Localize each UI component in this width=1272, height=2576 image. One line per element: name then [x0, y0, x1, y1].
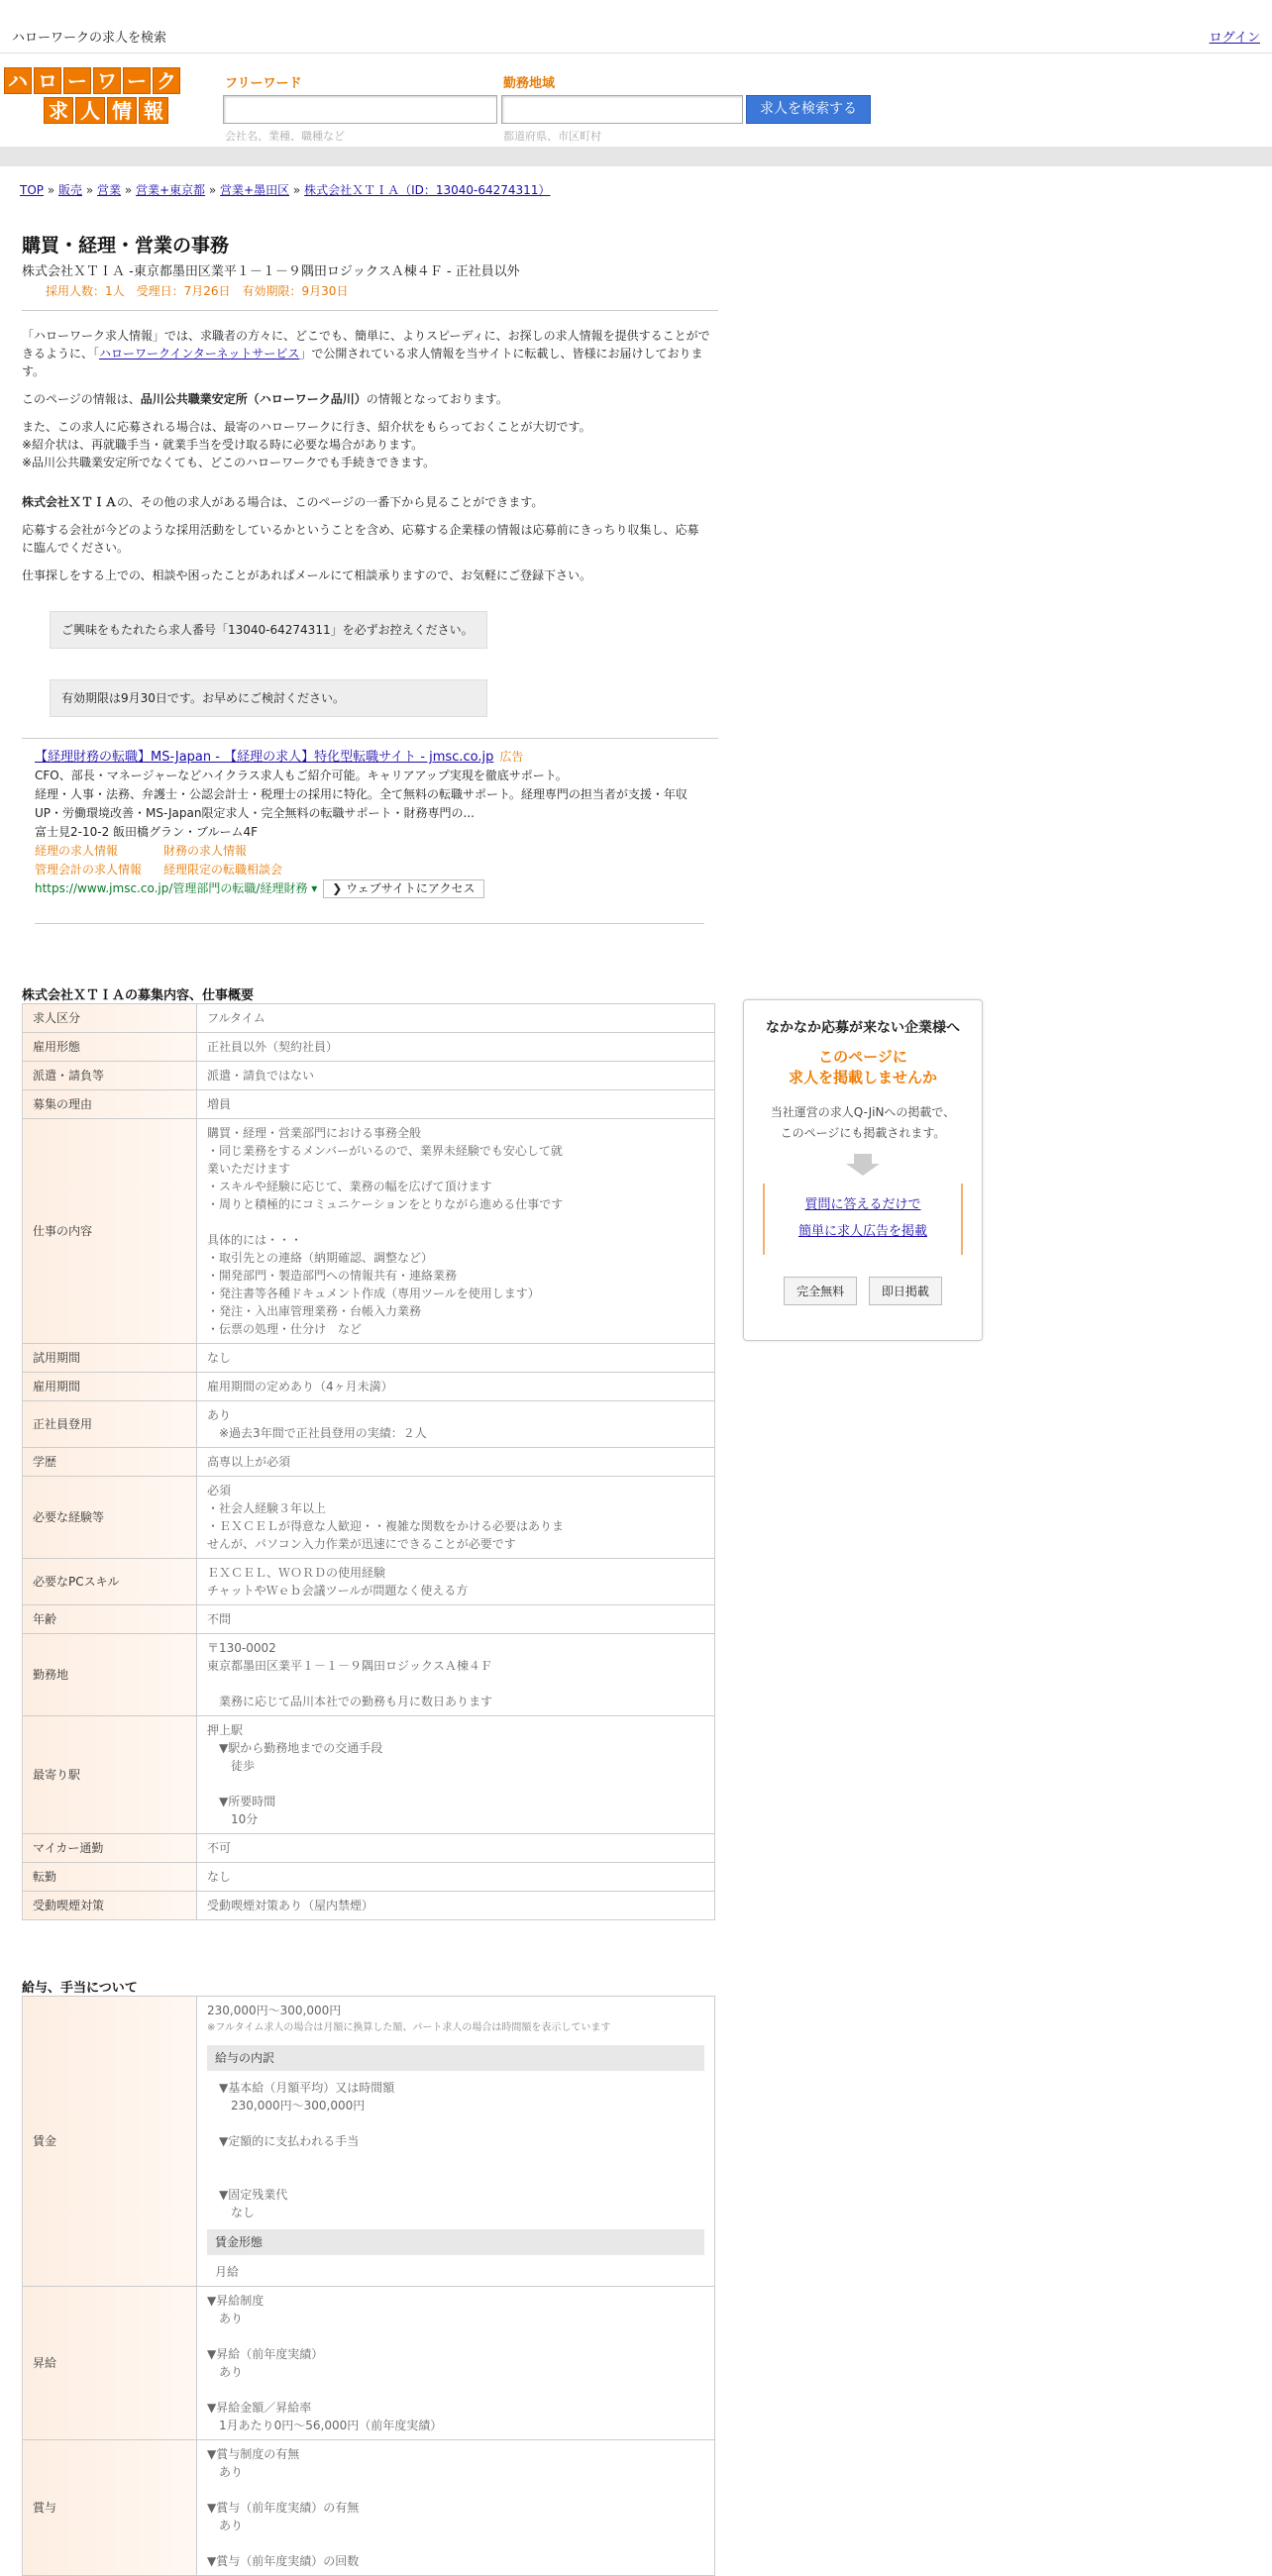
breadcrumb-separator: » — [289, 183, 305, 197]
row-value: あり ※過去3年間で正社員登用の実績：２人 — [197, 1401, 715, 1448]
table-row — [23, 1634, 715, 1716]
overview-title: 株式会社ＸＴＩＡの募集内容、仕事概要 — [22, 988, 255, 1003]
advertise-box — [743, 999, 983, 1341]
notice-job-number: ご興味をもたれたら求人番号「13040-64274311」を必ずお控えください。 — [50, 611, 487, 649]
row-key: 雇用形態 — [23, 1033, 197, 1062]
row-value: ▼昇給制度 あり ▼昇給（前年度実績） あり ▼昇給金額／昇給率 1月あたり0円〜56,000円（前年度実績） — [197, 2287, 715, 2440]
table-row — [23, 2287, 715, 2440]
table-row — [23, 1834, 715, 1863]
table-row — [23, 1401, 715, 1448]
breadcrumb — [20, 181, 550, 198]
row-key: 年齢 — [23, 1605, 197, 1634]
breadcrumb-link[interactable]: 営業+墨田区 — [220, 183, 290, 197]
row-value — [197, 1997, 715, 2287]
intro-text — [22, 327, 710, 594]
site-logo[interactable] — [4, 67, 178, 127]
logo-char: 人 — [75, 97, 105, 124]
breadcrumb-separator: » — [44, 183, 58, 197]
advertise-links — [763, 1184, 963, 1255]
table-row — [23, 1119, 715, 1344]
table-row — [23, 1373, 715, 1401]
table-row — [23, 1033, 715, 1062]
intro-p5: 応募する会社が今どのような採用活動をしているかということを含め、応募する企業様の情報は応募前にきっちり収集し、応募に臨んでください。 — [22, 523, 699, 555]
row-key: 雇用期間 — [23, 1373, 197, 1401]
breadcrumb-separator: » — [121, 183, 136, 197]
logo-char: 求 — [44, 97, 73, 124]
table-row — [23, 1863, 715, 1892]
wage-form-heading: 賃金形態 — [207, 2229, 704, 2255]
salary-title: 給与、手当について — [22, 1981, 138, 1996]
salary-table — [22, 1996, 715, 2576]
logo-char: ロ — [34, 67, 61, 94]
wage-note: ※フルタイム求人の場合は月額に換算した額、パート求人の場合は時間額を表示しています — [207, 2022, 611, 2033]
row-value: 購買・経理・営業部門における事務全般 ・同じ業務をするメンバーがいるので、業界未経験でも安心して就 業いただけます ・スキルや経験に応じて、業務の幅を広げて頂けます ・周りと積極的にコミュニケーションをとりながら進める仕事です 具体的には・・・ ・取引先との連絡（納期確認、調整など） ・開発部門・製造部門への情報共有・連絡業務 ・発注書等各種ドキュメント作成（専用ツールを使用します） ・発注・入出庫管理業務・台帳入力業務 ・伝票の処理・仕分け など — [197, 1119, 715, 1344]
table-row — [23, 1605, 715, 1634]
row-key: 受動喫煙対策 — [23, 1892, 197, 1920]
ad-desc2: 経理・人事・法務、弁護士・公認会計士・税理士の採用に特化。全て無料の転職サポート。経理専門の担当者が支援・年収UP・労働環境改善・MS-Japan限定求人・完全無料の転職サポート・財務専門の... — [35, 787, 688, 820]
ad-url-dropdown-icon[interactable]: ▾ — [307, 881, 318, 895]
row-value: 〒130-0002 東京都墨田区業平１－１－９隅田ロジックスＡ棟４Ｆ 業務に応じて品川本社での勤務も月に数日あります — [197, 1634, 715, 1716]
area-label: 勤務地域 — [503, 76, 556, 91]
page-title: 購買・経理・営業の事務 — [22, 235, 230, 257]
arrow-down-icon — [846, 1154, 880, 1176]
table-row — [23, 1344, 715, 1373]
hellowork-internet-link[interactable]: ハローワークインターネットサービス — [99, 347, 300, 361]
logo-char: ワ — [93, 67, 121, 94]
logo-char: 報 — [139, 97, 168, 124]
area-hint: 都道府県、市区町村 — [503, 130, 601, 143]
table-row — [23, 1448, 715, 1477]
row-key: 試用期間 — [23, 1344, 197, 1373]
row-value: 派遣・請負ではない — [197, 1062, 715, 1090]
row-value: 増員 — [197, 1090, 715, 1119]
row-key: 求人区分 — [23, 1004, 197, 1033]
ad-desc1: CFO、部長・マネージャーなどハイクラス求人もご紹介可能。キャリアアップ実現を徹底サポート。 — [35, 769, 568, 782]
ad-url[interactable]: https://www.jmsc.co.jp/管理部門の転職/経理財務 — [35, 881, 308, 895]
login-link[interactable]: ログイン — [1209, 31, 1260, 46]
ad-headline[interactable]: 【経理財務の転職】MS-Japan - 【経理の求人】特化型転職サイト - jmsc.co.jp — [35, 750, 494, 765]
divider — [35, 923, 704, 924]
advertise-headline: このページに 求人を掲載しませんか — [788, 1048, 937, 1086]
freeword-label: フリーワード — [225, 76, 302, 91]
breadcrumb-separator: » — [82, 183, 97, 197]
area-input[interactable] — [501, 95, 743, 124]
row-key: マイカー通勤 — [23, 1834, 197, 1863]
ad-headline-row — [35, 748, 689, 767]
ad-tag: 広告 — [499, 750, 524, 764]
overview-table — [22, 1003, 715, 1920]
row-value: ＥＸＣＥＬ、ＷＯＲＤの使用経験 チャットやＷｅｂ会議ツールが問題なく使える方 — [197, 1559, 715, 1605]
site-title: ハローワークの求人を検索 — [12, 31, 167, 46]
job-header — [22, 231, 715, 299]
row-key: 賃金 — [23, 1997, 197, 2287]
logo-char: ク — [153, 67, 180, 94]
ad-url-row — [35, 879, 689, 898]
table-row — [23, 1004, 715, 1033]
freeword-hint: 会社名、業種、職種など — [225, 130, 345, 143]
row-value: なし — [197, 1863, 715, 1892]
search-button[interactable]: 求人を検索する — [746, 95, 871, 124]
intro-p6: 仕事探しをする上での、相談や困ったことがあればメールにて相談承りますので、お気軽にご登録下さい。 — [22, 568, 592, 582]
logo-char: ー — [123, 67, 151, 94]
row-value: 雇用期間の定めあり（4ヶ月未満） — [197, 1373, 715, 1401]
ad-visit-button[interactable]: ❯ ウェブサイトにアクセス — [323, 879, 483, 898]
row-key: 勤務地 — [23, 1634, 197, 1716]
advertise-badges — [744, 1277, 982, 1305]
table-row — [23, 1716, 715, 1834]
advertise-link-questions[interactable]: 質問に答えるだけで — [804, 1197, 921, 1212]
ad-link[interactable]: 経理限定の転職相談会 — [163, 863, 283, 876]
ad-links — [35, 842, 689, 879]
breakdown-heading: 給与の内訳 — [207, 2045, 704, 2071]
table-row — [23, 1477, 715, 1559]
row-key: 最寄り駅 — [23, 1716, 197, 1834]
job-meta: 採用人数：1人 受理日：7月26日 有効期限：9月30日 — [46, 284, 349, 298]
ad-link[interactable]: 管理会計の求人情報 — [35, 863, 143, 876]
row-key: 派遣・請負等 — [23, 1062, 197, 1090]
row-value: フルタイム — [197, 1004, 715, 1033]
ad-block — [35, 748, 689, 898]
advertise-link-post[interactable]: 簡単に求人広告を掲載 — [797, 1224, 927, 1239]
logo-char: ハ — [4, 67, 32, 94]
divider — [22, 310, 718, 311]
row-key: 必要なPCスキル — [23, 1559, 197, 1605]
row-key: 昇給 — [23, 2287, 197, 2440]
intro-p4: 株式会社ＸＴＩＡの、その他の求人がある場合は、このページの一番下から見ることができます。 — [22, 495, 544, 509]
ad-address: 富士見2-10-2 飯田橋グラン・ブルーム4F — [35, 825, 259, 839]
intro-p2: このページの情報は、品川公共職業安定所（ハローワーク品川）の情報となっております。 — [22, 392, 508, 406]
breadcrumb-link[interactable]: TOP — [20, 183, 45, 197]
same-day-button[interactable]: 即日掲載 — [869, 1277, 942, 1305]
table-row — [23, 1559, 715, 1605]
breadcrumb-link[interactable]: 営業+東京都 — [136, 183, 206, 197]
ad-link[interactable]: 経理の求人情報 — [35, 844, 119, 858]
row-value: 押上駅 ▼駅から勤務地までの交通手段 徒歩 ▼所要時間 10分 — [197, 1716, 715, 1834]
freeword-input[interactable] — [223, 95, 497, 124]
row-key: 転勤 — [23, 1863, 197, 1892]
row-key: 必要な経験等 — [23, 1477, 197, 1559]
row-key: 学歴 — [23, 1448, 197, 1477]
table-row — [23, 1892, 715, 1920]
row-value: 受動喫煙対策あり（屋内禁煙） — [197, 1892, 715, 1920]
table-row — [23, 1062, 715, 1090]
wage-form: 月給 — [215, 2265, 240, 2279]
breadcrumb-link[interactable]: 営業 — [97, 183, 122, 197]
table-row — [23, 1090, 715, 1119]
logo-char: ー — [63, 67, 91, 94]
table-row — [23, 2440, 715, 2576]
divider-bar — [0, 147, 1272, 166]
row-value: 不問 — [197, 1605, 715, 1634]
ad-link[interactable]: 財務の求人情報 — [163, 844, 248, 858]
logo-char: 情 — [107, 97, 137, 124]
row-value: ▼賞与制度の有無 あり ▼賞与（前年度実績）の有無 あり ▼賞与（前年度実績）の回数 — [197, 2440, 715, 2576]
advertise-title: なかなか応募が来ない企業様へ — [766, 1020, 960, 1036]
row-value: 正社員以外（契約社員） — [197, 1033, 715, 1062]
top-bar — [0, 0, 1272, 53]
notice-expiry: 有効期限は9月30日です。お早めにご検討ください。 — [50, 679, 487, 717]
row-key: 正社員登用 — [23, 1401, 197, 1448]
free-button[interactable]: 完全無料 — [784, 1277, 857, 1305]
breadcrumb-link[interactable]: 販売 — [58, 183, 83, 197]
row-key: 賞与 — [23, 2440, 197, 2576]
row-key: 募集の理由 — [23, 1090, 197, 1119]
row-value: 高専以上が必須 — [197, 1448, 715, 1477]
row-key: 仕事の内容 — [23, 1119, 197, 1344]
advertise-desc: 当社運営の求人Q-JiNへの掲載で、 このページにも掲載されます。 — [770, 1105, 956, 1140]
breadcrumb-separator: » — [205, 183, 221, 197]
wage-amount: 230,000円〜300,000円 — [207, 2004, 342, 2017]
divider — [22, 738, 718, 739]
job-subtitle: 株式会社ＸＴＩＡ -東京都墨田区業平１－１－９隅田ロジックスＡ棟４Ｆ - 正社員以外 — [22, 264, 520, 279]
row-value: 必須 ・社会人経験３年以上 ・ＥＸＣＥＬが得意な人歓迎・・複雑な関数をかける必要はありま せんが、パソコン入力作業が迅速にできることが必要です — [197, 1477, 715, 1559]
breakdown-text: ▼基本給（月額平均）又は時間額 230,000円〜300,000円 ▼定額的に支払われる手当 ▼固定残業代 なし — [219, 2081, 395, 2219]
breadcrumb-link[interactable]: 株式会社ＸＴＩＡ（ID：13040-64274311） — [304, 183, 551, 197]
table-row — [23, 1997, 715, 2287]
row-value: 不可 — [197, 1834, 715, 1863]
row-value: なし — [197, 1344, 715, 1373]
intro-p3: また、この求人に応募される場合は、最寄のハローワークに行き、紹介状をもらっておくことが大切です。 ※紹介状は、再就職手当・就業手当を受け取る時に必要な場合があります。 ※品川公共職業安定所でなくても、どこのハローワークでも手続きできます。 — [22, 420, 591, 469]
intro-p1: 「ハローワーク求人情報」では、求職者の方々に、どこでも、簡単に、よりスピーディに、お探しの求人情報を提供することができるように、「ハローワークインターネットサービス」で公開されている求人情報を当サイトに転載し、皆様にお届けしております。 — [22, 329, 710, 378]
